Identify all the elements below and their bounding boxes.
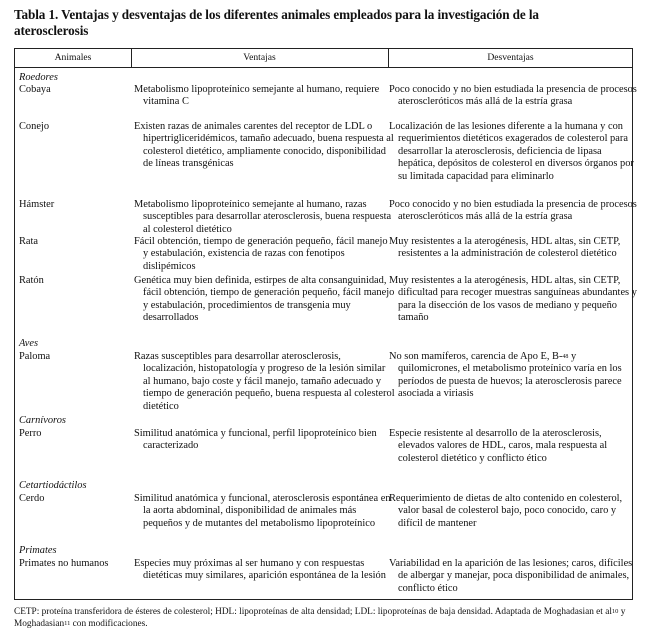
footnote-text: con modificaciones. <box>70 618 148 629</box>
ventajas-cell: Fácil obtención, tiempo de generación pequeño, fácil manejo y estabulación, existencia de razas con fenotipos dislipémicos <box>134 236 388 272</box>
desventajas-cell: Requerimiento de dietas de alto contenido en colesterol, valor basal de colesterol bajo, poco conocido, caro y difícil de mantener <box>389 493 623 529</box>
table-footnote <box>14 607 639 630</box>
header-animales: Animales <box>15 49 132 67</box>
reference-11: 11 <box>64 619 71 627</box>
animal-name: Conejo <box>19 121 50 132</box>
animal-name: Perro <box>19 428 42 439</box>
desventajas-cell: Localización de las lesiones diferente a la humana y con requerimientos dietéticos exagerados de colesterol para desarrollar la aterosclerosis, deficiencia de lipasa hepática, depósitos de colesterol en diversos órganos por su limitada capacidad para eliminarlo <box>389 121 634 182</box>
desventajas-cell <box>389 351 640 401</box>
animal-name: Ratón <box>19 275 44 286</box>
animal-name: Cerdo <box>19 493 45 504</box>
group-label-roedores: Roedores <box>19 72 58 83</box>
comparison-table <box>14 48 637 600</box>
group-label-cetartiodactilos: Cetartiodáctilos <box>19 480 87 491</box>
desventajas-cell: Muy resistentes a la aterogénesis, HDL altas, sin CETP, resistentes a la administración de colesterol dietético <box>389 236 621 260</box>
desventajas-cell: Variabilidad en la aparición de las lesiones; caros, difíciles de albergar y manejar, poca disponibilidad de animales, conflicto ético <box>389 558 633 594</box>
footnote-text: CETP: proteína transferidora de ésteres de colesterol; HDL: lipoproteínas de alta densidad; LDL: lipoproteínas de baja densidad. Adaptada de Moghadasian et al <box>14 607 612 617</box>
header-desventajas: Desventajas <box>487 52 534 63</box>
animal-name: Cobaya <box>19 84 51 95</box>
ventajas-cell: Similitud anatómica y funcional, perfil lipoproteínico bien caracterizado <box>134 428 377 452</box>
ventajas-cell: Genética muy bien definida, estirpes de alta consanguinidad, fácil obtención, tiempo de generación pequeño, fácil manejo y estabulación, procedimientos de transgenia muy desarrollados <box>134 275 395 324</box>
desventajas-text: y quilomicrones, el metabolismo proteínico varía en los períodos de puesta de huevos; la aterosclerosis parece asociada a viriasis <box>398 351 622 400</box>
animal-name: Rata <box>19 236 39 247</box>
subscript-48: 48 <box>562 354 569 360</box>
ventajas-cell: Metabolismo lipoproteínico semejante al humano, requiere vitamina C <box>134 84 380 108</box>
desventajas-cell: Poco conocido y no bien estudiada la presencia de procesos ateroscleróticos más allá de la estría grasa <box>389 199 637 223</box>
desventajas-cell: Poco conocido y no bien estudiada la presencia de procesos ateroscleróticos más allá de la estría grasa <box>389 84 637 108</box>
desventajas-cell: Muy resistentes a la aterogénesis, HDL altas, sin CETP, dificultad para recoger muestras sanguíneas abundantes y para la disección de los vasos de mediano y pequeño tamaño <box>389 275 637 324</box>
ventajas-cell: Especies muy próximas al ser humano y con respuestas dietéticas muy similares, aparición espontánea de la lesión <box>134 558 386 582</box>
animal-name: Paloma <box>19 351 51 362</box>
reference-10: 10 <box>611 608 619 615</box>
animal-name: Hámster <box>19 199 55 210</box>
group-label-primates: Primates <box>19 545 57 556</box>
ventajas-cell: Existen razas de animales carentes del receptor de LDL o hipertrigliceridémicos, tamaño adecuado, buena respuesta al colesterol dietético, ampliamente conocido, disponibilidad de líneas transgénicas <box>134 121 394 170</box>
ventajas-cell: Metabolismo lipoproteínico semejante al humano, razas susceptibles para desarrollar aterosclerosis, buena respuesta al colesterol dietético <box>134 199 392 235</box>
desventajas-text: No son mamíferos, carencia de Apo E, B- <box>389 351 563 362</box>
group-label-carnivoros: Carnívoros <box>19 415 66 426</box>
ventajas-cell: Razas susceptibles para desarrollar aterosclerosis, localización, histopatología y progreso de la lesión similar al humano, bajo coste y fácil manejo, tamaño adecuado y tiempo de generación pequeño, buena respuesta al colesterol dietético <box>134 351 395 412</box>
ventajas-cell: Similitud anatómica y funcional, aterosclerosis espontánea en la aorta abdominal, disponibilidad de animales más pequeños y de mutantes del metabolismo lipoproteínico <box>134 493 391 529</box>
footnote-text: y Moghadasian <box>14 607 626 629</box>
table-title: Tabla 1. Ventajas y desventajas de los diferentes animales empleados para la investigación de la aterosclerosis <box>14 7 539 38</box>
header-ventajas: Ventajas <box>131 49 389 67</box>
animal-name: Primates no humanos <box>19 558 109 569</box>
desventajas-cell: Especie resistente al desarrollo de la aterosclerosis, elevados valores de HDL, caros, mala respuesta al colesterol dietético y conflicto ético <box>389 428 608 464</box>
group-label-aves: Aves <box>19 338 39 349</box>
table-header-row <box>15 49 632 68</box>
